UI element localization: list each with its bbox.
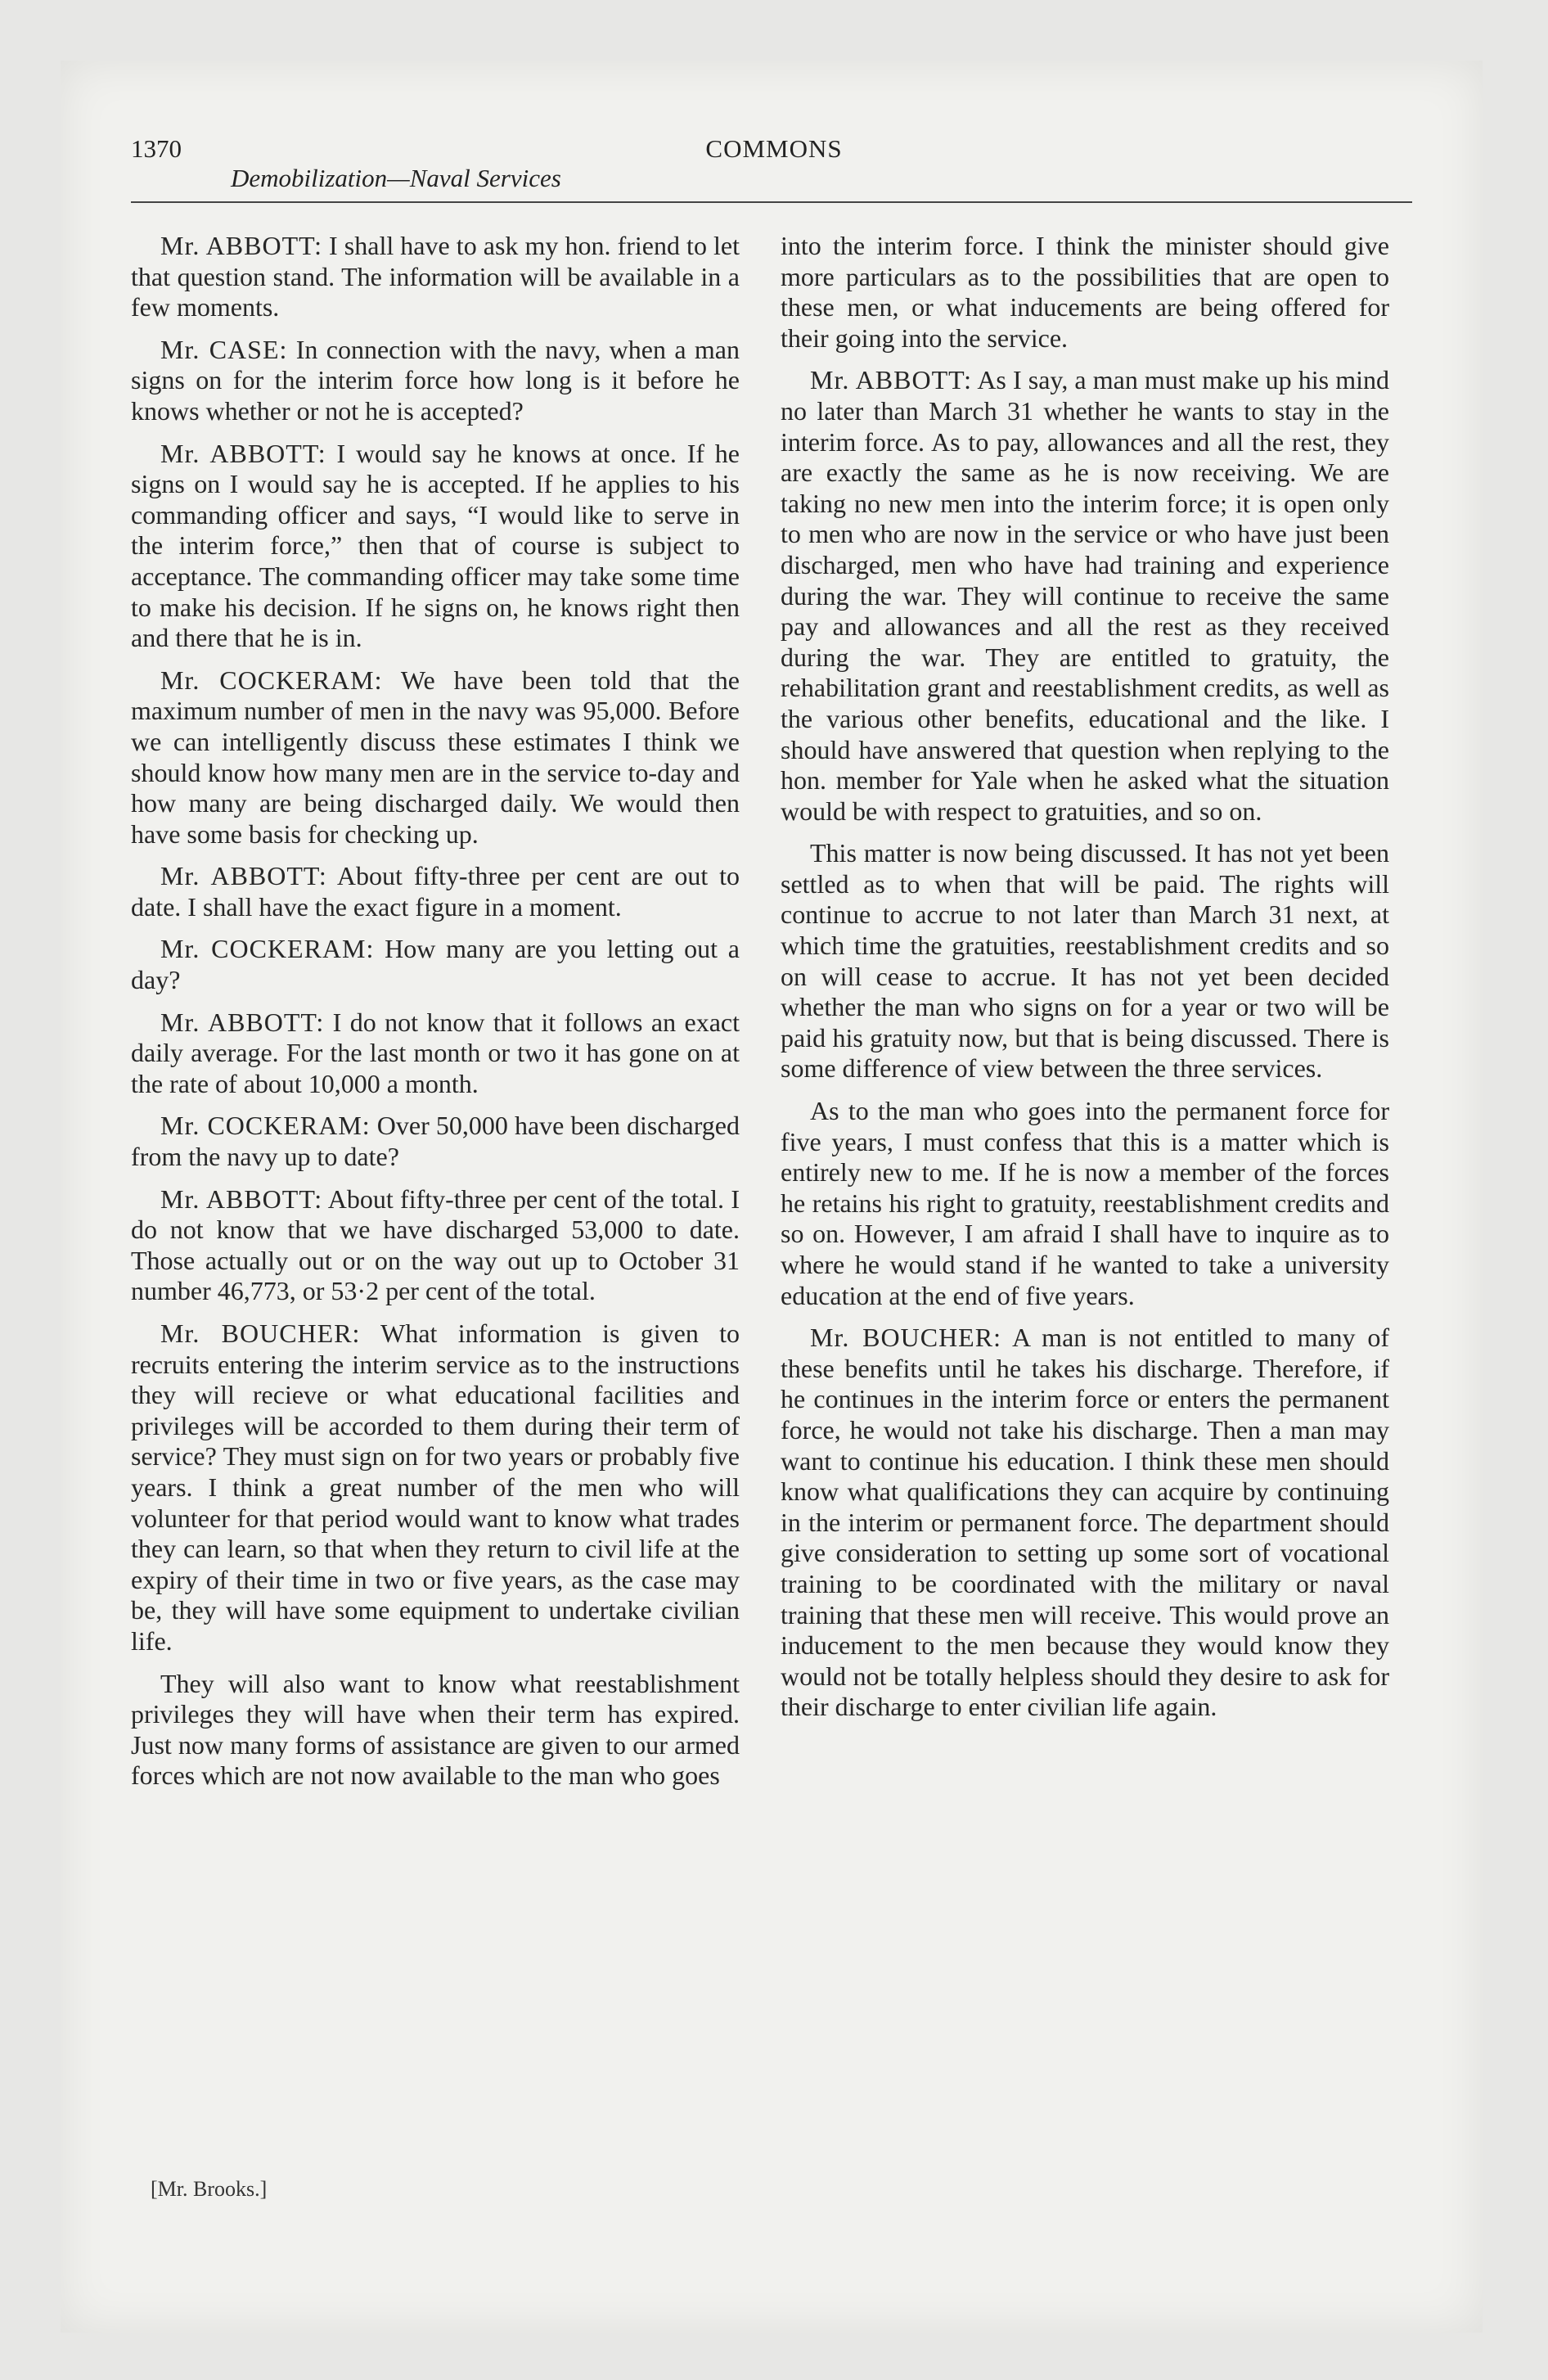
paragraph bbox=[131, 1318, 740, 1657]
paragraph bbox=[131, 231, 740, 323]
paragraph-text: How many are you letting out a day? bbox=[131, 934, 740, 995]
paragraph bbox=[131, 934, 740, 995]
paragraph bbox=[131, 1111, 740, 1172]
paragraph bbox=[781, 1096, 1389, 1311]
paragraph-text: I do not know that it follows an exact daily average. For the last month or two it has gone on at the rate of about 10,000 a month. bbox=[131, 1007, 740, 1098]
speaker-name: Mr. COCKERAM: bbox=[160, 665, 383, 695]
paragraph bbox=[131, 1184, 740, 1307]
header-rule bbox=[131, 201, 1412, 203]
speaker-name: Mr. ABBOTT: bbox=[810, 365, 972, 395]
paragraph-text: into the interim force. I think the minister should give more particulars as to the possibilities that are open to these men, or what inducements are being offered for their going into the service. bbox=[781, 231, 1389, 353]
paragraph bbox=[131, 335, 740, 427]
paragraph-text: We have been told that the maximum number of men in the navy was 95,000. Before we can intelligently discuss these estimates I think we should know how many men are in the service to-day and how many are being discharged daily. We would then have some basis for checking up. bbox=[131, 665, 740, 849]
speaker-name: Mr. BOUCHER: bbox=[810, 1323, 1001, 1353]
paragraph-text: What information is given to recruits entering the interim service as to the instructions they will recieve or what educational facilities and privileges will be accorded to them during their term of service? They must sign on for two years or probably five years. I think a great number of the men who will volunteer for that period would want to know what trades they can learn, so that when they return to civil life at the expiry of their time in two or five years, as the case may be, they will have some equipment to undertake civilian life. bbox=[131, 1318, 740, 1656]
speaker-name: Mr. CASE: bbox=[160, 334, 288, 364]
paragraph bbox=[781, 231, 1389, 354]
paragraph-text: They will also want to know what reestablishment privileges they will have when their term has expired. Just now many forms of assistance are given to our armed forces which are not now available to the man who goes bbox=[131, 1668, 740, 1791]
paragraph-text: About fifty-three per cent are out to date. I shall have the exact figure in a moment. bbox=[131, 861, 740, 922]
speaker-name: Mr. COCKERAM: bbox=[160, 934, 375, 964]
paragraph-text: This matter is now being discussed. It has not yet been settled as to when that will be paid. The rights will continue to accrue to not later than March 31 next, at which time the gratuities, reestablishment credits and so on will cease to accrue. It has not yet been decided whether the man who signs on for a year or two will be paid his gratuity now, but that is being discussed. There is some difference of view between the three services. bbox=[781, 838, 1389, 1084]
running-head-section: Demobilization—Naval Services bbox=[231, 164, 561, 192]
right-column bbox=[781, 231, 1389, 1734]
paragraph bbox=[781, 1323, 1389, 1723]
paragraph bbox=[131, 861, 740, 922]
left-column bbox=[131, 231, 740, 1803]
paragraph bbox=[131, 1007, 740, 1100]
running-head-chamber: COMMONS bbox=[705, 134, 843, 163]
paragraph-text: In connection with the navy, when a man signs on for the interim force how long is it before he knows whether or not he is accepted? bbox=[131, 334, 740, 426]
paragraph-text: A man is not entitled to many of these benefits until he takes his discharge. Therefore, if he continues in the interim force or enters the permanent force, he would not take his discharge. Then a man may want to continue his education. I think these men should know what qualifications they can acquire by continuing in the interim or permanent force. The department should give consideration to setting up some sort of vocational training to be coordinated with the military or naval training that these men will receive. This would prove an inducement to the men because they would know they would not be totally helpless should they desire to ask for their discharge to enter civilian life again. bbox=[781, 1323, 1390, 1722]
paragraph-text: About fifty-three per cent of the total. I do not know that we have discharged 53,000 to date. Those actually out or on the way out up to October 31 number 46,773, or 53·2 per cent of the total. bbox=[131, 1183, 740, 1306]
paragraph bbox=[781, 838, 1389, 1084]
footer-speaker-note: [Mr. Brooks.] bbox=[151, 2177, 268, 2201]
page-number: 1370 bbox=[131, 134, 182, 163]
paragraph bbox=[131, 439, 740, 654]
speaker-name: Mr. ABBOTT: bbox=[160, 1183, 323, 1214]
paragraph-text: I shall have to ask my hon. friend to let that question stand. The information will be available in a few moments. bbox=[131, 231, 740, 322]
speaker-name: Mr. ABBOTT: bbox=[160, 438, 326, 468]
speaker-name: Mr. ABBOTT: bbox=[160, 1007, 325, 1037]
paragraph-text: I would say he knows at once. If he signs on I would say he is accepted. If he applies to his commanding officer and says, “I would like to serve in the interim force,” then that of course is subject to acceptance. The commanding officer may take some time to make his decision. If he signs on, he knows right then and there that he is in. bbox=[131, 438, 740, 653]
paragraph bbox=[131, 665, 740, 850]
speaker-name: Mr. ABBOTT: bbox=[160, 861, 327, 891]
speaker-name: Mr. BOUCHER: bbox=[160, 1318, 361, 1348]
speaker-name: Mr. COCKERAM: bbox=[160, 1111, 371, 1141]
paragraph bbox=[131, 1669, 740, 1792]
paragraph-text: As to the man who goes into the permanent force for five years, I must confess that this is a matter which is entirely new to me. If he is now a member of the forces he retains his right to gratuity, reestablishment credits and so on. However, I am afraid I shall have to inquire as to where he would stand if he wanted to take a university education at the end of five years. bbox=[781, 1096, 1389, 1310]
paragraph-text: Over 50,000 have been discharged from the navy up to date? bbox=[131, 1111, 740, 1172]
paragraph bbox=[781, 365, 1389, 827]
paragraph-text: As I say, a man must make up his mind no later than March 31 whether he wants to stay in the interim force. As to pay, allowances and all the rest, they are exactly the same as he is now receiving. We are taking no new men into the interim force; it is open only to men who are now in the service or who have just been discharged, men who have had training and experience during the war. They will continue to receive the same pay and allowances and all the rest as they received during the war. They are entitled to gratuity, the rehabilitation grant and reestablishment credits, as well as the various other benefits, educational and the like. I should have answered that question when replying to the hon. member for Yale when he asked what the situation would be with respect to gratuities, and so on. bbox=[781, 365, 1390, 826]
speaker-name: Mr. ABBOTT: bbox=[160, 231, 322, 260]
